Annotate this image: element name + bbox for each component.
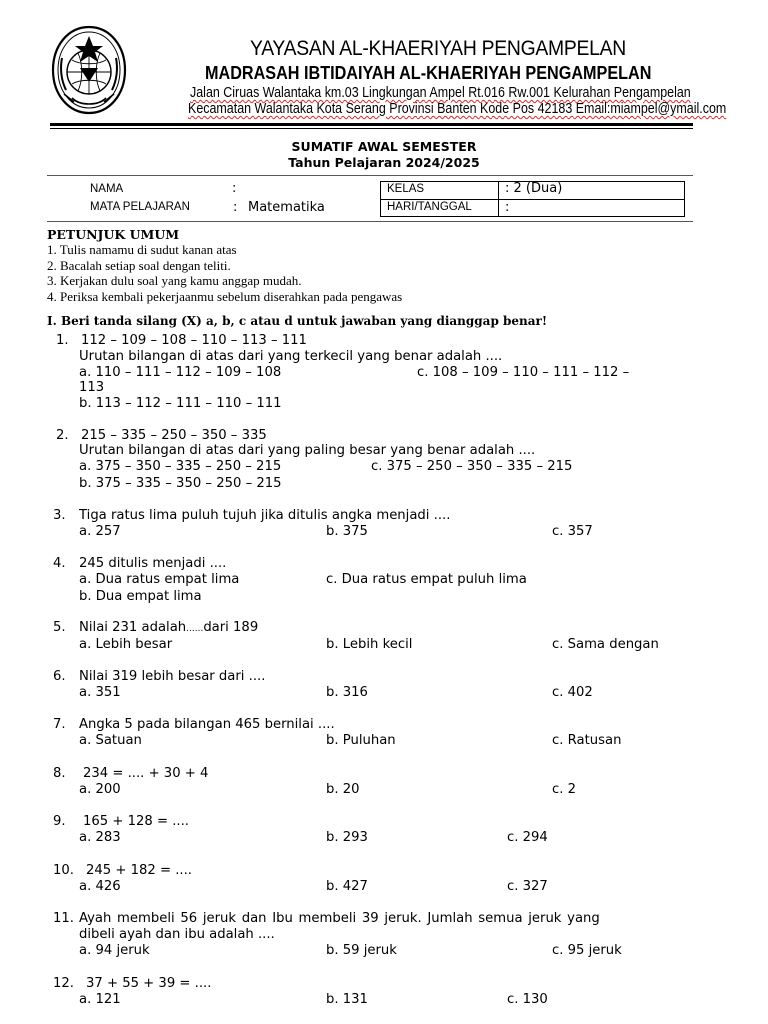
question-text: 215 – 335 – 250 – 350 – 335: [81, 428, 267, 443]
question-text: [79, 620, 258, 635]
option-b[interactable]: b. 293: [326, 830, 368, 845]
option-c[interactable]: c. 95 jeruk: [552, 943, 622, 958]
option-c[interactable]: c. 375 – 250 – 350 – 335 – 215: [371, 459, 573, 474]
option-a[interactable]: a. 200: [79, 782, 121, 797]
hari-field[interactable]: :: [505, 200, 510, 215]
option-a[interactable]: a. Lebih besar: [79, 637, 173, 652]
option-c[interactable]: c. 2: [552, 782, 577, 797]
option-c-continued: 113: [79, 380, 105, 395]
option-b[interactable]: b. 20: [326, 782, 360, 797]
option-c[interactable]: c. Sama dengan: [552, 637, 659, 652]
question-number: 8.: [53, 766, 66, 781]
question-text: 165 + 128 = ....: [83, 814, 189, 829]
question-number: 9.: [53, 814, 66, 829]
option-a[interactable]: a. 94 jeruk: [79, 943, 150, 958]
option-c[interactable]: c. Ratusan: [552, 733, 622, 748]
option-c[interactable]: c. 327: [507, 879, 548, 894]
option-a[interactable]: a. 121: [79, 992, 121, 1007]
option-a[interactable]: a. 351: [79, 685, 121, 700]
option-c[interactable]: c. 294: [507, 830, 548, 845]
question-text: Nilai 319 lebih besar dari ....: [79, 669, 266, 684]
question-text-start: Nilai 231 adalah: [79, 620, 187, 635]
nama-field[interactable]: :: [232, 181, 237, 196]
option-a[interactable]: a. Satuan: [79, 733, 142, 748]
class-date-divider: [381, 199, 684, 200]
option-a[interactable]: a. Dua ratus empat lima: [79, 572, 240, 587]
option-b[interactable]: b. 131: [326, 992, 368, 1007]
identity-bottom-rule: [47, 221, 693, 222]
kelas-value: : 2 (Dua): [505, 181, 563, 196]
option-c[interactable]: c. 108 – 109 – 110 – 111 – 112 –: [417, 365, 630, 380]
option-c[interactable]: c. 130: [507, 992, 548, 1007]
address-line-2: Kecamatan Walantaka Kota Serang Provinsi Banten Kode Pos 42183 Email:miampel@ymail.com: [188, 101, 727, 117]
mapel-value: Matematika: [248, 200, 325, 215]
option-a[interactable]: a. 426: [79, 879, 121, 894]
option-a[interactable]: a. 375 – 350 – 335 – 250 – 215: [79, 459, 282, 474]
exam-year: Tahun Pelajaran 2024/2025: [288, 155, 480, 170]
header-divider-thin: [50, 128, 693, 129]
option-b[interactable]: b. Puluhan: [326, 733, 396, 748]
option-a[interactable]: a. 283: [79, 830, 121, 845]
option-b[interactable]: b. 59 jeruk: [326, 943, 397, 958]
question-number: 5.: [53, 620, 66, 635]
question-text: 245 ditulis menjadi ....: [79, 556, 227, 571]
instruction-item: 3. Kerjakan dulu soal yang kamu anggap mudah.: [47, 273, 302, 288]
question-number: 11.: [53, 911, 74, 926]
address-line-1: Jalan Ciruas Walantaka km.03 Lingkungan Ampel Rt.016 Rw.001 Kelurahan Pengampelan: [190, 85, 691, 101]
instruction-item: 2. Bacalah setiap soal dengan teliti.: [47, 258, 231, 273]
mapel-label: MATA PELAJARAN: [90, 201, 190, 213]
instruction-item: 4. Periksa kembali pekerjaanmu sebelum diserahkan pada pengawas: [47, 289, 403, 304]
option-b[interactable]: b. 113 – 112 – 111 – 110 – 111: [79, 396, 282, 411]
option-b[interactable]: b. Dua empat lima: [79, 589, 202, 604]
question-number: 4.: [53, 556, 66, 571]
instruction-item: 1. Tulis namamu di sudut kanan atas: [47, 242, 237, 257]
header-divider-thick: [50, 123, 693, 126]
question-number: 12.: [53, 976, 74, 991]
exam-title: SUMATIF AWAL SEMESTER: [291, 139, 477, 154]
question-text-2: Urutan bilangan di atas dari yang terkecil yang benar adalah ....: [79, 349, 503, 364]
option-a[interactable]: a. 257: [79, 524, 121, 539]
question-text: Angka 5 pada bilangan 465 bernilai ....: [79, 717, 335, 732]
identity-top-rule: [47, 175, 693, 176]
question-text: 245 + 182 = ....: [86, 863, 192, 878]
question-text: Ayah membeli 56 jeruk dan Ibu membeli 39 jeruk. Jumlah semua jeruk yang: [79, 911, 600, 926]
class-date-vline: [498, 182, 499, 216]
question-text-2: Urutan bilangan di atas dari yang paling besar yang benar adalah ....: [79, 443, 536, 458]
instructions-heading: PETUNJUK UMUM: [47, 227, 180, 242]
option-b[interactable]: b. 427: [326, 879, 368, 894]
mapel-colon: :: [233, 200, 238, 215]
option-c[interactable]: c. 402: [552, 685, 593, 700]
option-c[interactable]: c. Dua ratus empat puluh lima: [326, 572, 527, 587]
section-heading: I. Beri tanda silang (X) a, b, c atau d untuk jawaban yang dianggap benar!: [47, 314, 548, 328]
option-b[interactable]: b. 375: [326, 524, 368, 539]
option-b[interactable]: b. 375 – 335 – 350 – 250 – 215: [79, 476, 282, 491]
hari-label: HARI/TANGGAL: [387, 201, 472, 213]
question-text: 112 – 109 – 108 – 110 – 113 – 111: [81, 333, 307, 348]
question-text: 37 + 55 + 39 = ....: [86, 976, 212, 991]
option-c[interactable]: c. 357: [552, 524, 593, 539]
school-name: MADRASAH IBTIDAIYAH AL-KHAERIYAH PENGAMPELAN: [205, 63, 652, 83]
question-text: 234 = .... + 30 + 4: [83, 766, 209, 781]
option-b[interactable]: b. 316: [326, 685, 368, 700]
question-text-end: dari 189: [203, 620, 259, 635]
question-number: 10.: [53, 863, 74, 878]
kelas-label: KELAS: [387, 183, 425, 195]
question-number: 1.: [56, 333, 69, 348]
question-number: 2.: [56, 428, 69, 443]
question-number: 6.: [53, 669, 66, 684]
blank-dots: ......: [186, 624, 204, 634]
question-number: 7.: [53, 717, 66, 732]
nama-label: NAMA: [90, 183, 124, 195]
option-a[interactable]: a. 110 – 111 – 112 – 109 – 108: [79, 365, 282, 380]
foundation-name: YAYASAN AL-KHAERIYAH PENGAMPELAN: [250, 36, 626, 60]
question-number: 3.: [53, 508, 66, 523]
question-text-2: dibeli ayah dan ibu adalah ....: [79, 927, 275, 942]
school-emblem-icon: [50, 24, 128, 116]
option-b[interactable]: b. Lebih kecil: [326, 637, 413, 652]
question-text: Tiga ratus lima puluh tujuh jika ditulis angka menjadi ....: [79, 508, 451, 523]
